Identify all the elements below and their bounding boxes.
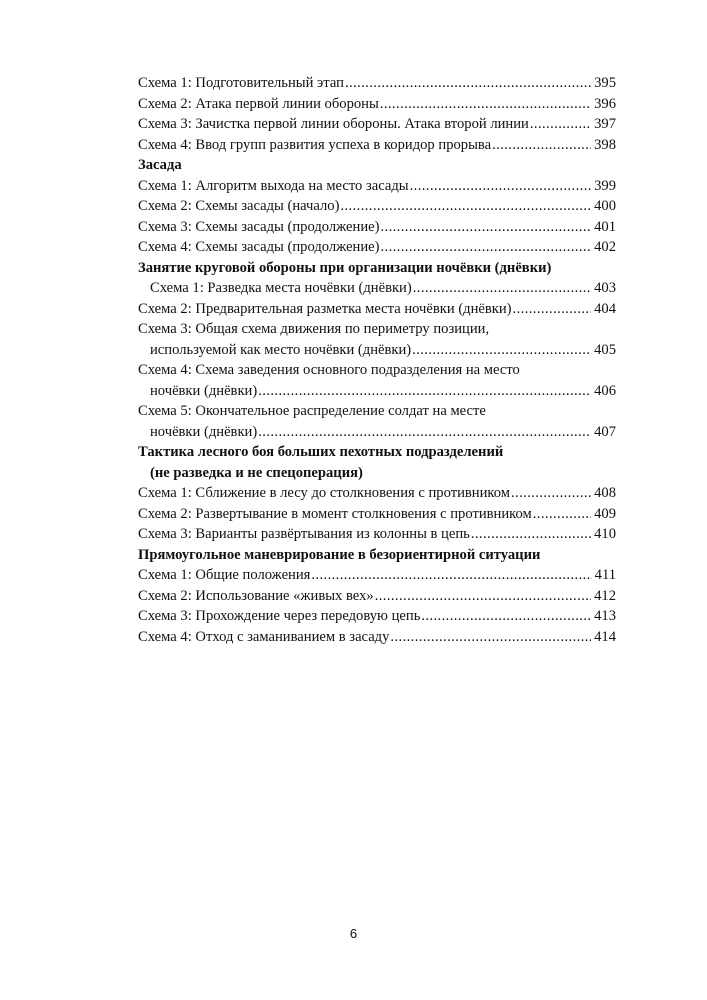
toc-entry-label: Схема 4: Ввод групп развития успеха в коридор прорыва [138, 136, 492, 153]
toc-leader-dots [390, 627, 591, 648]
toc-entry-label: Схема 2: Атака первой линии обороны [138, 95, 379, 112]
toc-entry-label: Схема 2: Схемы засады (начало) [138, 198, 340, 214]
toc-leader-dots [513, 299, 592, 320]
toc-entry [138, 196, 616, 217]
toc-entry [138, 627, 616, 648]
toc-entry-page: 400 [594, 198, 616, 214]
toc-entry-page: 412 [594, 587, 616, 604]
toc-entry [138, 217, 616, 238]
toc-entry [138, 483, 616, 504]
toc-entry-label: используемой как место ночёвки (днёвки) [150, 341, 412, 358]
toc-entry [138, 94, 616, 115]
toc-entry [138, 73, 616, 94]
toc-leader-dots [380, 217, 591, 238]
toc-leader-dots [421, 606, 591, 627]
toc-entry-label: Схема 3: Схемы засады (продолжение) [138, 218, 380, 235]
toc-entry-label: ночёвки (днёвки) [150, 423, 258, 440]
toc-leader-dots [530, 114, 591, 135]
toc-leader-dots [375, 586, 591, 607]
toc-entry-label: Схема 3: Прохождение через передовую цепь [138, 608, 421, 624]
toc-entry-page: 398 [594, 136, 616, 153]
toc-leader-dots [345, 73, 591, 94]
toc-entry-page: 408 [594, 485, 616, 501]
toc-section-heading: Прямоугольное маневрирование в безориентирной ситуации [138, 546, 541, 563]
toc-entry [138, 237, 616, 258]
toc-entry [138, 278, 616, 299]
toc-entry-label: Схема 4: Отход с заманиванием в засаду [138, 628, 390, 645]
toc-entry [138, 381, 616, 402]
toc-entry-page: 413 [594, 608, 616, 624]
toc-entry [138, 504, 616, 525]
page-number: 6 [349, 926, 358, 941]
toc-entry-line: Схема 4: Схема заведения основного подразделения на место [138, 362, 520, 378]
toc-leader-dots [412, 340, 591, 361]
toc-entry-label: Схема 1: Общие положения [138, 567, 311, 583]
toc-entry-page: 414 [594, 628, 616, 645]
toc-leader-dots [471, 524, 591, 545]
toc-entry-label: ночёвки (днёвки) [150, 382, 258, 399]
toc-section-heading: Засада [138, 157, 182, 173]
toc-entry-line: Схема 5: Окончательное распределение солдат на месте [138, 403, 486, 419]
toc-leader-dots [380, 94, 591, 115]
toc-entry-page: 409 [594, 505, 616, 522]
toc-entry-label: Схема 2: Использование «живых вех» [138, 587, 374, 604]
toc-entry-label: Схема 2: Развертывание в момент столкновения с противником [138, 505, 532, 522]
toc-entry-label: Схема 1: Подготовительный этап [138, 75, 344, 91]
toc-leader-dots [533, 504, 591, 525]
toc-entry [138, 114, 616, 135]
toc-entry-page: 403 [594, 280, 616, 296]
toc-entry [138, 176, 616, 197]
toc-leader-dots [380, 237, 591, 258]
toc-leader-dots [413, 278, 591, 299]
toc-entry-label: Схема 3: Зачистка первой линии обороны. Атака второй линии [138, 116, 529, 132]
toc-entry [138, 524, 616, 545]
toc-leader-dots [492, 135, 591, 156]
toc-entry-page: 397 [594, 116, 616, 132]
toc-leader-dots [311, 565, 591, 586]
toc-section-heading: Тактика лесного боя больших пехотных подразделений [138, 444, 504, 460]
toc-entry [138, 606, 616, 627]
toc-section-heading: Занятие круговой обороны при организации ночёвки (днёвки) [138, 259, 552, 276]
toc-entry [138, 586, 616, 607]
toc-entry-label: Схема 4: Схемы засады (продолжение) [138, 239, 380, 255]
toc-section-subheading: (не разведка и не спецоперация) [150, 464, 363, 481]
toc-leader-dots [340, 196, 591, 217]
toc-entry-line: Схема 3: Общая схема движения по периметру позиции, [138, 321, 490, 337]
toc-entry-page: 411 [594, 567, 616, 583]
table-of-contents [138, 73, 616, 647]
toc-entry-label: Схема 1: Алгоритм выхода на место засады [138, 177, 409, 194]
toc-entry-page: 395 [594, 75, 616, 91]
toc-entry-page: 401 [594, 218, 616, 235]
toc-entry-label: Схема 1: Сближение в лесу до столкновения с противником [138, 485, 510, 501]
toc-entry-page: 399 [594, 177, 616, 194]
toc-leader-dots [258, 381, 591, 402]
toc-leader-dots [410, 176, 592, 197]
toc-entry-page: 410 [594, 526, 616, 542]
toc-entry-page: 405 [594, 341, 616, 358]
toc-entry [138, 422, 616, 443]
toc-entry-page: 396 [594, 95, 616, 112]
toc-leader-dots [258, 422, 591, 443]
toc-entry [138, 299, 616, 320]
toc-entry-page: 406 [594, 382, 616, 399]
toc-entry-label: Схема 1: Разведка места ночёвки (днёвки) [150, 280, 412, 296]
toc-entry-page: 404 [594, 300, 616, 317]
toc-entry [138, 565, 616, 586]
toc-entry-label: Схема 3: Варианты развёртывания из колонны в цепь [138, 526, 470, 542]
toc-entry-label: Схема 2: Предварительная разметка места ночёвки (днёвки) [138, 300, 512, 317]
toc-entry [138, 135, 616, 156]
toc-leader-dots [511, 483, 591, 504]
toc-entry-page: 407 [594, 423, 616, 440]
toc-entry [138, 340, 616, 361]
toc-entry-page: 402 [594, 239, 616, 255]
